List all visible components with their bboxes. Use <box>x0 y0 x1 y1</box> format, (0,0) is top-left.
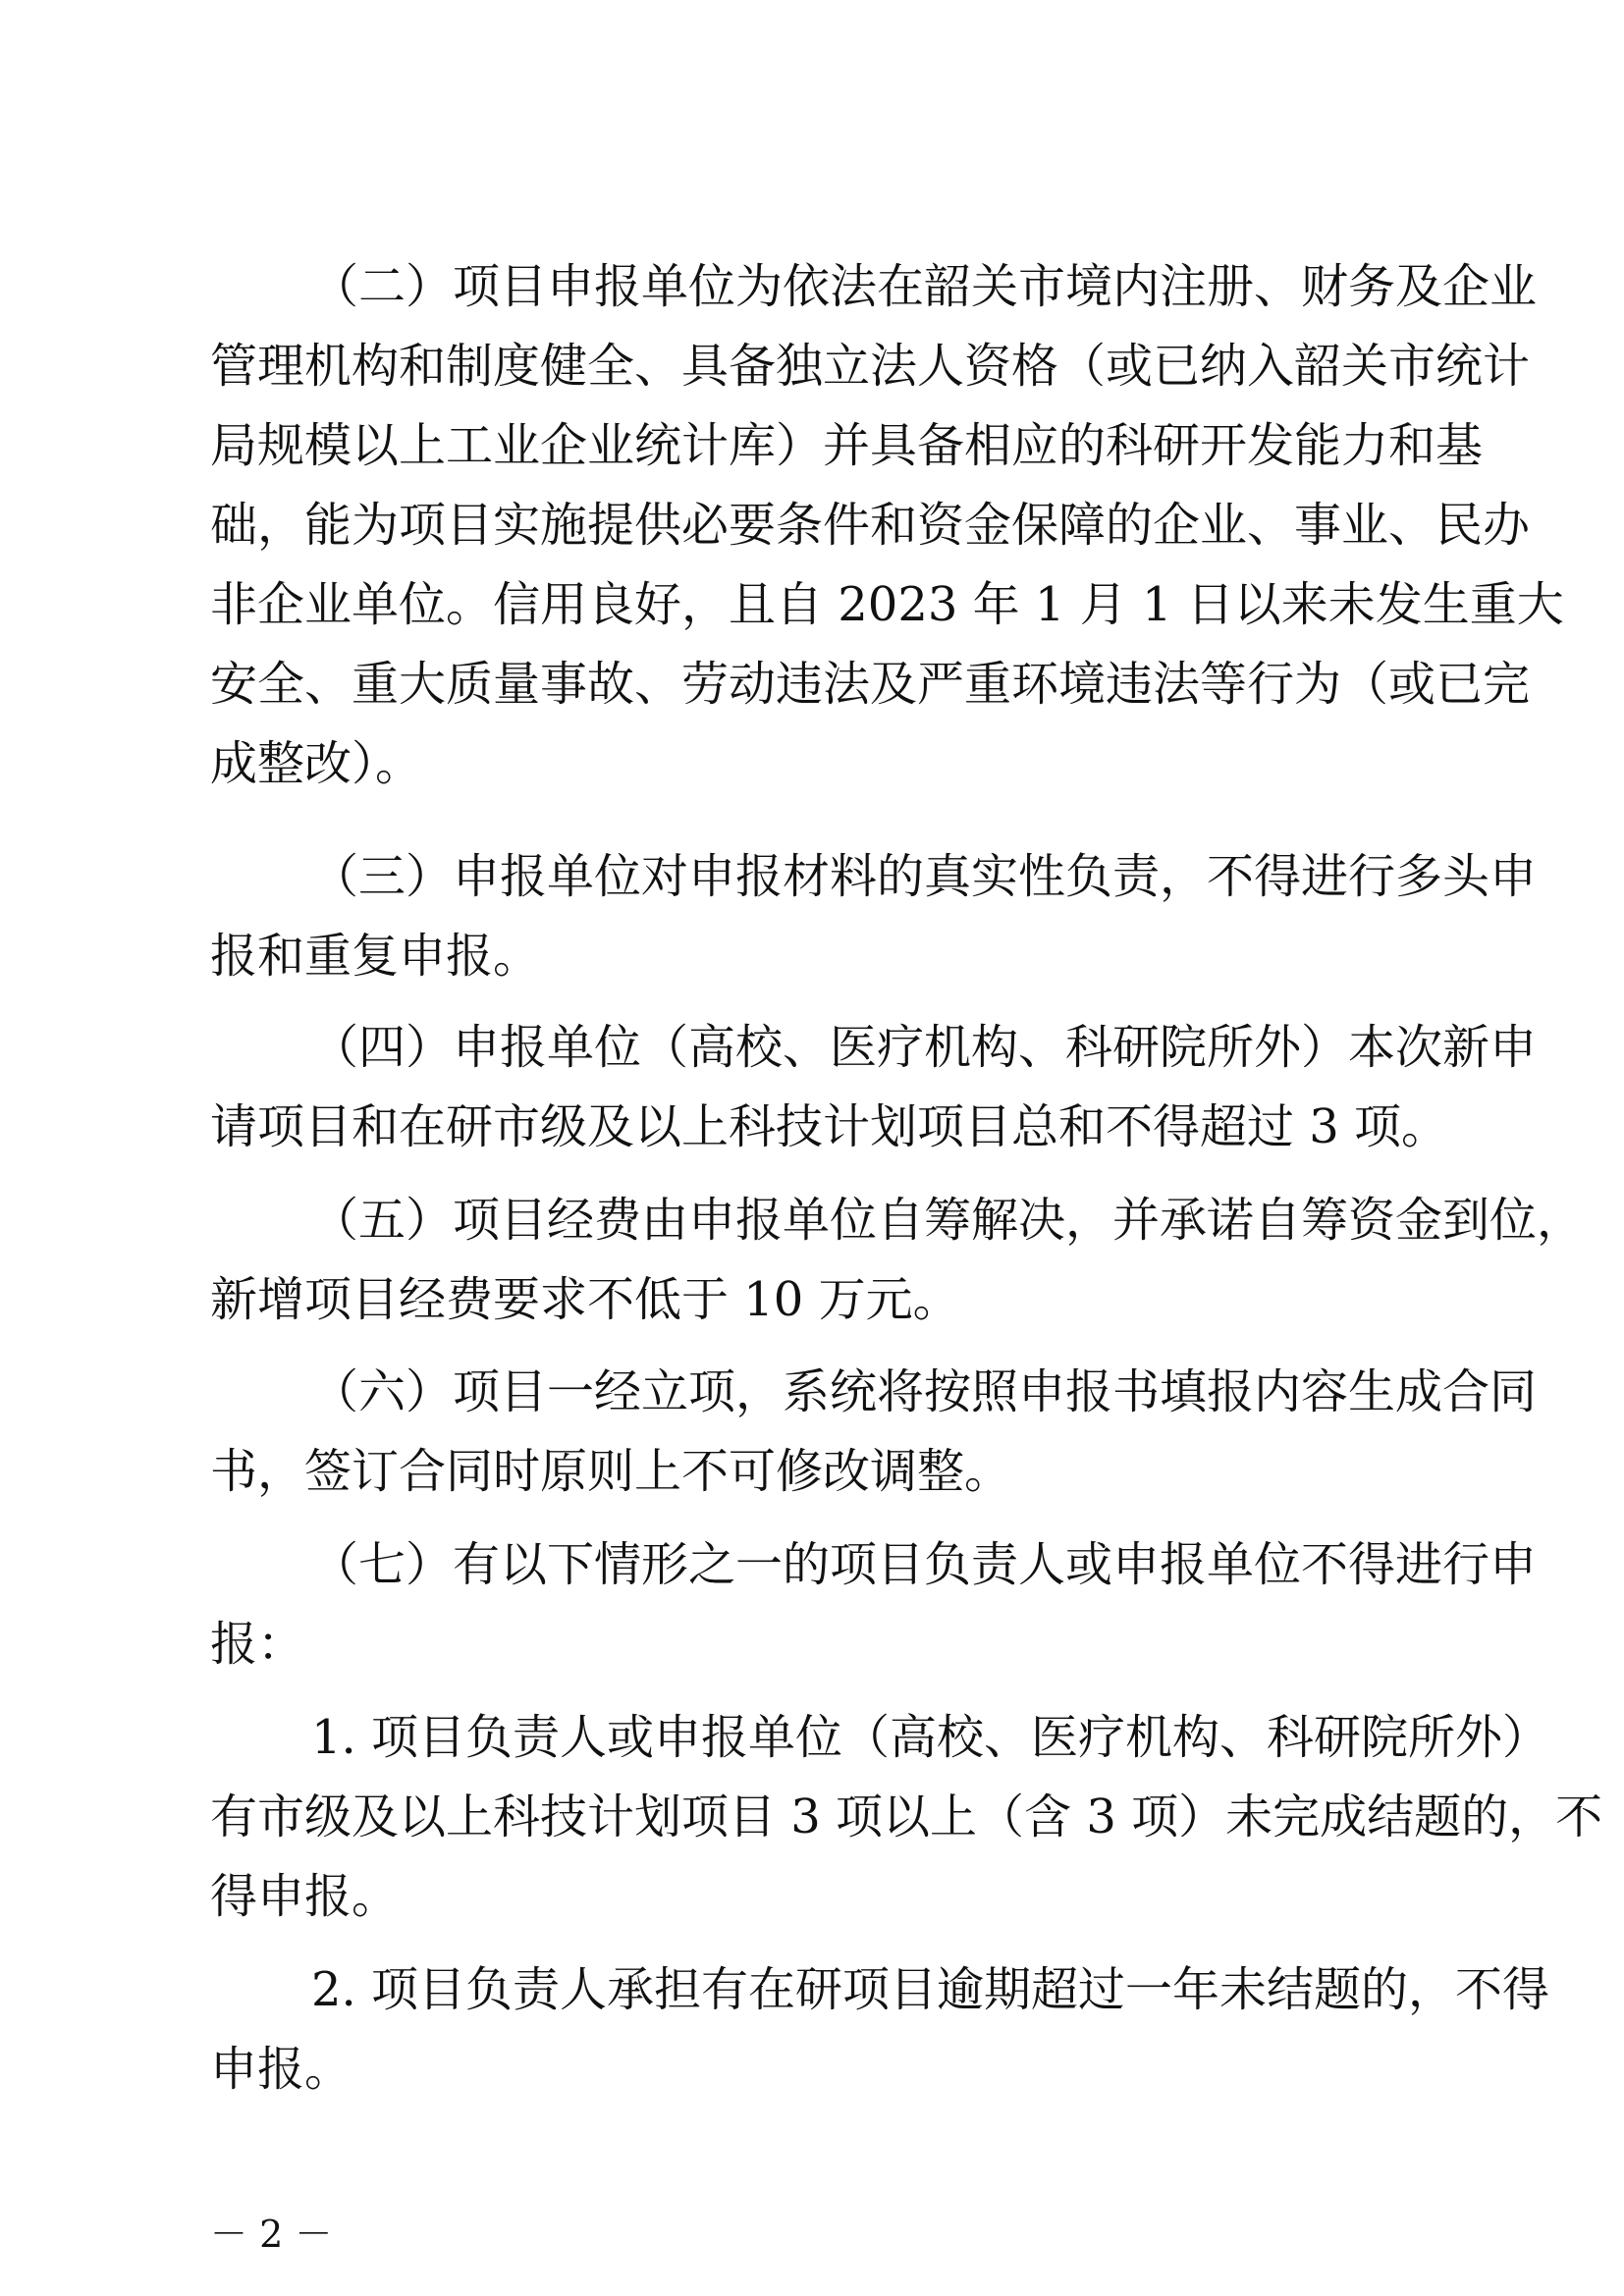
line-text: 非企业单位。信用良好，且自 2023 年 1 月 1 日以来未发生重大 <box>210 577 1564 632</box>
line-text: 管理机构和制度健全、具备独立法人资格（或已纳入韶关市统计 <box>210 339 1531 394</box>
page-number: － 2 － <box>210 2213 333 2256</box>
line-text: 局规模以上工业企业统计库）并具备相应的科研开发能力和基 <box>210 418 1484 473</box>
text-line <box>0 929 1624 1031</box>
line-text: 请项目和在研市级及以上科技计划项目总和不得超过 3 项。 <box>210 1099 1449 1154</box>
text-line <box>0 736 1624 838</box>
text-line <box>0 1869 1624 1971</box>
line-text: （二）项目申报单位为依法在韶关市境内注册、财务及企业 <box>311 259 1538 314</box>
text-line <box>0 1617 1624 1719</box>
line-text: 1. 项目负责人或申报单位（高校、医疗机构、科研院所外） <box>311 1710 1550 1765</box>
line-text: 书，签订合同时原则上不可修改调整。 <box>210 1444 1012 1499</box>
line-text: 成整改）。 <box>210 736 423 791</box>
line-text: 申报。 <box>210 2042 352 2097</box>
line-text: 础，能为项目实施提供必要条件和资金保障的企业、事业、民办 <box>210 498 1531 553</box>
line-text: 新增项目经费要求不低于 10 万元。 <box>210 1272 960 1327</box>
line-text: 得申报。 <box>210 1869 400 1924</box>
line-text: 2. 项目负责人承担有在研项目逾期超过一年未结题的，不得 <box>311 1962 1550 2017</box>
line-text: （六）项目一经立项，系统将按照申报书填报内容生成合同 <box>311 1364 1538 1419</box>
line-text: （三）申报单位对申报材料的真实性负责，不得进行多头申 <box>311 849 1538 904</box>
text-line <box>0 2042 1624 2144</box>
line-text: 报： <box>210 1617 305 1672</box>
line-text: 安全、重大质量事故、劳动违法及严重环境违法等行为（或已完 <box>210 657 1531 712</box>
line-text: （五）项目经费由申报单位自筹解决，并承诺自筹资金到位， <box>311 1193 1585 1248</box>
text-line <box>0 1099 1624 1201</box>
line-text: （七）有以下情形之一的项目负责人或申报单位不得进行申 <box>311 1537 1538 1592</box>
text-line <box>0 1444 1624 1546</box>
line-text: 报和重复申报。 <box>210 929 541 984</box>
line-text: 有市级及以上科技计划项目 3 项以上（含 3 项）未完成结题的，不 <box>210 1789 1603 1844</box>
line-text: （四）申报单位（高校、医疗机构、科研院所外）本次新申 <box>311 1020 1538 1075</box>
text-line <box>0 1272 1624 1374</box>
